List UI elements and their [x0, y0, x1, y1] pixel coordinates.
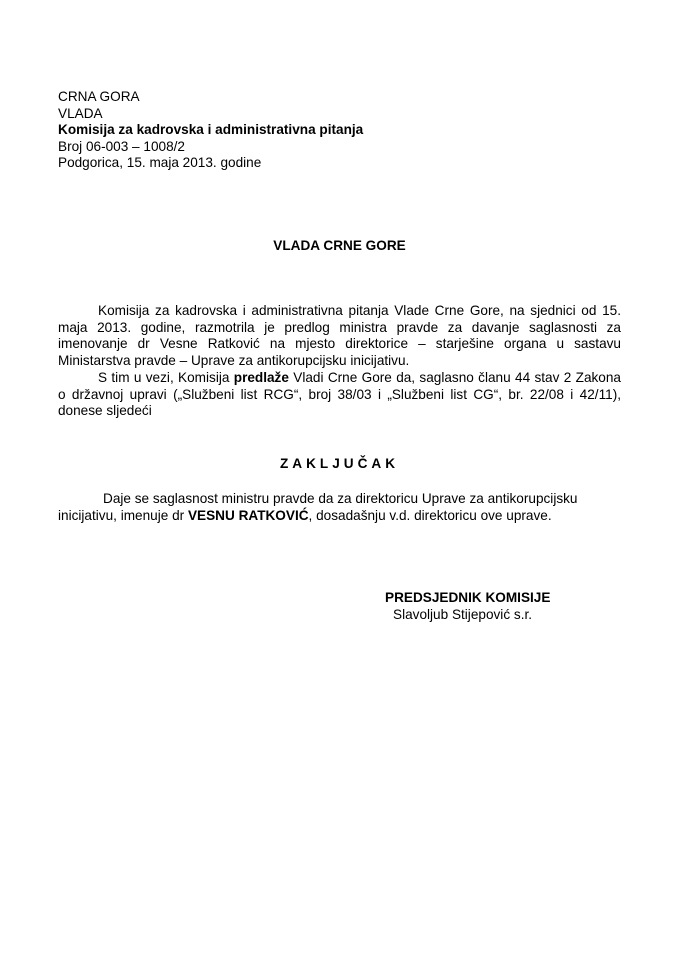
- place-and-date: Podgorica, 15. maja 2013. godine: [58, 155, 262, 170]
- proposal-paragraph: [58, 370, 621, 420]
- proposal-emphasis: predlaže: [233, 370, 289, 385]
- conclusion-text-end: , dosadašnju v.d. direktoricu ove uprave.: [308, 507, 552, 523]
- addressee: VLADA CRNE GORE: [273, 238, 406, 253]
- conclusion-text-start: Daje se saglasnost ministru pravde da za direktoricu Uprave za antikorupcijsku inicijativu, imenuje dr: [58, 491, 578, 523]
- conclusion-block: [58, 491, 621, 524]
- intro-paragraph: Komisija za kadrovska i administrativna pitanja Vlade Crne Gore, na sjednici od 15. maja 2013. godine, razmotrila je predlog ministra pravde za davanje saglasnosti za imenovanje dr Vesne Ratković na mjesto direktorice – starješine organa u sastavu Ministarstva pravde – Uprave za antikorupcijsku inicijativu.: [58, 303, 621, 368]
- signatory-title: PREDSJEDNIK KOMISIJE: [385, 590, 551, 605]
- signature-block: [385, 590, 635, 623]
- country-line: CRNA GORA: [58, 89, 140, 104]
- proposal-paragraph-block: [58, 370, 621, 420]
- government-line: VLADA: [58, 105, 103, 121]
- signatory-name: Slavoljub Stijepović s.r.: [393, 606, 533, 622]
- proposal-text-start: S tim u vezi, Komisija: [98, 370, 234, 385]
- document-header: [58, 89, 558, 172]
- commission-name: Komisija za kadrovska i administrativna pitanja: [58, 122, 364, 137]
- document-number: Broj 06-003 – 1008/2: [58, 138, 185, 154]
- conclusion-paragraph: [58, 491, 621, 524]
- appointee-name: VESNU RATKOVIĆ: [187, 507, 309, 523]
- proposal-text-end: Vladi Crne Gore da, saglasno članu 44 stav 2 Zakona o državnoj upravi („Službeni list RCG“, broj 38/03 i „Službeni list CG“, br. 22/08 i 42/11), donese sljedeći: [58, 370, 621, 418]
- conclusion-title: ZAKLJUČAK: [279, 456, 400, 471]
- intro-paragraph-block: [58, 303, 621, 369]
